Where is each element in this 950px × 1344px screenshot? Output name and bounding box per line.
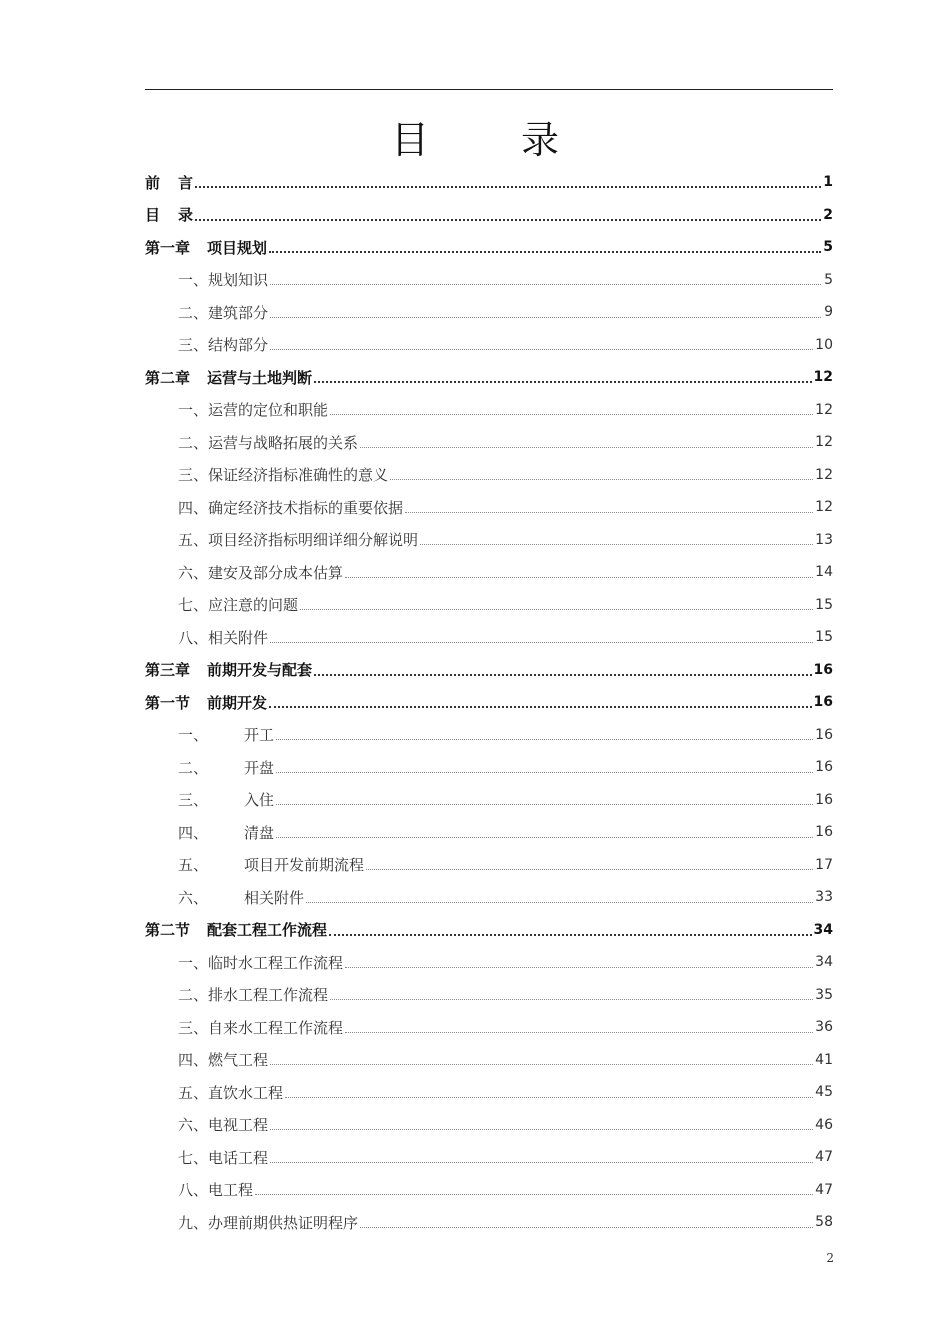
toc-entry-number: 六、	[178, 888, 209, 907]
dot-leader	[345, 967, 813, 968]
dot-leader	[329, 934, 812, 936]
toc-entry-page: 14	[815, 564, 833, 581]
toc-entry-text: 项目规划	[207, 238, 268, 257]
toc-entry[interactable]	[145, 621, 833, 654]
toc-entry[interactable]	[145, 199, 833, 232]
toc-entry-text: 配套工程工作流程	[207, 921, 328, 940]
toc-entry-page: 46	[815, 1116, 833, 1133]
toc-entry-number: 第一节	[145, 693, 191, 712]
toc-entry-label	[178, 854, 364, 875]
toc-entry[interactable]	[145, 556, 833, 589]
dot-leader	[345, 1032, 813, 1033]
toc-entry-page: 17	[815, 856, 833, 873]
toc-entry[interactable]	[145, 654, 833, 687]
toc-entry-label	[178, 1212, 358, 1233]
toc-entry[interactable]	[145, 816, 833, 849]
toc-entry[interactable]	[145, 719, 833, 752]
toc-entry-number: 第三章	[145, 661, 191, 680]
toc-entry-text: 二、排水工程工作流程	[178, 986, 329, 1005]
toc-entry-text: 二、建筑部分	[178, 303, 269, 322]
toc-entry-label	[178, 302, 268, 323]
toc-entry-page: 12	[815, 434, 833, 451]
toc-entry-text: 前期开发	[207, 693, 268, 712]
toc-entry-number: 四、	[178, 823, 209, 842]
dot-leader	[255, 1194, 813, 1195]
dot-leader	[360, 447, 813, 448]
toc-entry-label	[178, 1114, 268, 1135]
toc-entry-label	[178, 724, 274, 745]
dot-leader	[314, 674, 812, 676]
toc-entry-label	[178, 1017, 343, 1038]
toc-entry-label	[145, 692, 267, 713]
toc-entry-text: 三、自来水工程工作流程	[178, 1018, 344, 1037]
dot-leader	[195, 219, 821, 221]
toc-entry-page: 5	[824, 271, 833, 288]
dot-leader	[270, 1129, 813, 1130]
toc-entry-page: 13	[815, 531, 833, 548]
dot-leader	[405, 512, 813, 513]
toc-entry-page: 9	[824, 304, 833, 321]
toc-entry[interactable]	[145, 751, 833, 784]
toc-entry-text: 录	[178, 206, 194, 225]
toc-entry[interactable]	[145, 231, 833, 264]
toc-entry-text: 五、项目经济指标明细详细分解说明	[178, 531, 419, 550]
toc-entry-text: 四、确定经济技术指标的重要依据	[178, 498, 404, 517]
dot-leader	[276, 804, 813, 805]
toc-entry[interactable]	[145, 166, 833, 199]
toc-entry-number: 三、	[178, 791, 209, 810]
toc-entry-page: 47	[815, 1149, 833, 1166]
toc-entry-text: 八、相关附件	[178, 628, 269, 647]
dot-leader	[269, 251, 821, 253]
toc-entry[interactable]	[145, 1044, 833, 1077]
toc-entry-label	[178, 529, 418, 550]
toc-entry[interactable]	[145, 329, 833, 362]
toc-entry[interactable]	[145, 459, 833, 492]
toc-entry-page: 34	[813, 921, 833, 938]
toc-entry-page: 16	[813, 694, 833, 711]
toc-entry-label	[178, 627, 268, 648]
toc-entry[interactable]	[145, 1076, 833, 1109]
toc-entry[interactable]	[145, 849, 833, 882]
header-rule	[145, 89, 833, 90]
toc-entry-page: 16	[815, 791, 833, 808]
toc-entry-page: 33	[815, 889, 833, 906]
toc-entry[interactable]	[145, 1011, 833, 1044]
dot-leader	[345, 577, 813, 578]
toc-entry-label	[178, 757, 274, 778]
toc-entry-label	[145, 919, 327, 940]
toc-entry-text: 七、应注意的问题	[178, 596, 299, 615]
toc-entry[interactable]	[145, 784, 833, 817]
table-of-contents	[145, 166, 833, 1239]
dot-leader	[285, 1097, 813, 1098]
toc-entry-page: 58	[815, 1214, 833, 1231]
toc-entry[interactable]	[145, 686, 833, 719]
toc-entry-text: 前期开发与配套	[207, 661, 313, 680]
dot-leader	[330, 414, 813, 415]
toc-entry-page: 16	[813, 661, 833, 678]
toc-entry-text: 七、电话工程	[178, 1148, 269, 1167]
toc-entry-text: 相关附件	[244, 888, 305, 907]
toc-entry-label	[145, 659, 312, 680]
dot-leader	[276, 739, 813, 740]
toc-entry-label	[145, 367, 312, 388]
toc-entry-number: 第二章	[145, 368, 191, 387]
toc-entry-page: 12	[813, 369, 833, 386]
toc-entry-page: 16	[815, 759, 833, 776]
toc-entry-page: 16	[815, 824, 833, 841]
toc-entry-text: 三、保证经济指标准确性的意义	[178, 466, 389, 485]
toc-entry-number: 二、	[178, 758, 209, 777]
toc-entry-page: 45	[815, 1084, 833, 1101]
dot-leader	[270, 284, 821, 285]
toc-entry[interactable]	[145, 946, 833, 979]
toc-entry-page: 2	[823, 206, 833, 223]
toc-entry-text: 开工	[244, 726, 275, 745]
page-number: 2	[826, 1251, 834, 1265]
toc-entry-label	[178, 497, 403, 518]
toc-entry-text: 四、燃气工程	[178, 1051, 269, 1070]
dot-leader	[270, 349, 813, 350]
toc-entry-label	[178, 269, 268, 290]
dot-leader	[314, 381, 812, 383]
dot-leader	[269, 706, 812, 708]
dot-leader	[195, 186, 821, 188]
dot-leader	[366, 869, 813, 870]
toc-entry-text: 九、办理前期供热证明程序	[178, 1213, 359, 1232]
dot-leader	[390, 479, 813, 480]
page-title: 目 录	[390, 118, 600, 162]
toc-entry-label	[178, 887, 304, 908]
toc-entry-text: 八、电工程	[178, 1181, 254, 1200]
toc-entry[interactable]	[145, 1206, 833, 1239]
toc-entry[interactable]	[145, 426, 833, 459]
toc-entry[interactable]	[145, 491, 833, 524]
dot-leader	[306, 902, 813, 903]
toc-entry-text: 清盘	[244, 823, 275, 842]
toc-entry-page: 35	[815, 986, 833, 1003]
toc-entry-label	[178, 952, 343, 973]
dot-leader	[420, 544, 813, 545]
toc-entry-text: 言	[178, 173, 194, 192]
toc-entry-label	[178, 822, 274, 843]
dot-leader	[360, 1227, 813, 1228]
toc-entry-text: 开盘	[244, 758, 275, 777]
toc-entry[interactable]	[145, 979, 833, 1012]
toc-entry-number: 第一章	[145, 238, 191, 257]
toc-entry-text: 一、临时水工程工作流程	[178, 953, 344, 972]
toc-entry-number: 五、	[178, 856, 209, 875]
toc-entry-label	[178, 789, 274, 810]
toc-entry-label	[145, 204, 193, 225]
toc-entry-page: 34	[815, 954, 833, 971]
toc-entry-number: 目	[145, 206, 161, 225]
toc-entry[interactable]	[145, 361, 833, 394]
toc-entry-label	[178, 1147, 268, 1168]
toc-entry-label	[178, 562, 343, 583]
toc-entry[interactable]	[145, 1109, 833, 1142]
toc-entry-page: 16	[815, 726, 833, 743]
toc-entry-label	[178, 334, 268, 355]
toc-entry-page: 12	[815, 466, 833, 483]
toc-entry-page: 5	[823, 239, 833, 256]
toc-entry-text: 五、直饮水工程	[178, 1083, 284, 1102]
toc-entry-text: 一、规划知识	[178, 271, 269, 290]
toc-entry-number: 前	[145, 173, 161, 192]
toc-entry-text: 运营与土地判断	[207, 368, 313, 387]
toc-entry-label	[145, 237, 267, 258]
toc-entry-text: 三、结构部分	[178, 336, 269, 355]
toc-entry-page: 36	[815, 1019, 833, 1036]
toc-entry[interactable]	[145, 1141, 833, 1174]
dot-leader	[270, 317, 821, 318]
toc-entry-page: 12	[815, 499, 833, 516]
toc-entry-text: 二、运营与战略拓展的关系	[178, 433, 359, 452]
toc-entry-page: 15	[815, 629, 833, 646]
toc-entry-label	[145, 172, 193, 193]
dot-leader	[330, 999, 813, 1000]
toc-entry-label	[178, 1179, 253, 1200]
dot-leader	[270, 1162, 813, 1163]
toc-entry-page: 10	[815, 336, 833, 353]
toc-entry-text: 六、建安及部分成本估算	[178, 563, 344, 582]
toc-entry-label	[178, 432, 358, 453]
toc-entry-label	[178, 1049, 268, 1070]
toc-entry[interactable]	[145, 914, 833, 947]
dot-leader	[270, 1064, 813, 1065]
dot-leader	[270, 642, 813, 643]
toc-entry-number: 一、	[178, 726, 209, 745]
toc-entry[interactable]	[145, 394, 833, 427]
toc-entry-label	[178, 1082, 283, 1103]
toc-entry-number: 第二节	[145, 921, 191, 940]
toc-entry[interactable]	[145, 264, 833, 297]
toc-entry[interactable]	[145, 589, 833, 622]
toc-entry-text: 六、电视工程	[178, 1116, 269, 1135]
toc-entry[interactable]	[145, 296, 833, 329]
toc-entry-text: 入住	[244, 791, 275, 810]
toc-entry-page: 15	[815, 596, 833, 613]
toc-entry-page: 1	[823, 174, 833, 191]
dot-leader	[300, 609, 813, 610]
dot-leader	[276, 772, 813, 773]
toc-entry-page: 41	[815, 1051, 833, 1068]
toc-entry-label	[178, 464, 388, 485]
toc-entry[interactable]	[145, 1174, 833, 1207]
toc-entry-label	[178, 984, 328, 1005]
toc-entry-text: 一、运营的定位和职能	[178, 401, 329, 420]
toc-entry-label	[178, 399, 328, 420]
toc-entry-text: 项目开发前期流程	[244, 856, 365, 875]
toc-entry-page: 12	[815, 401, 833, 418]
toc-entry[interactable]	[145, 524, 833, 557]
toc-entry-page: 47	[815, 1181, 833, 1198]
dot-leader	[276, 837, 813, 838]
toc-entry-label	[178, 594, 298, 615]
toc-entry[interactable]	[145, 881, 833, 914]
